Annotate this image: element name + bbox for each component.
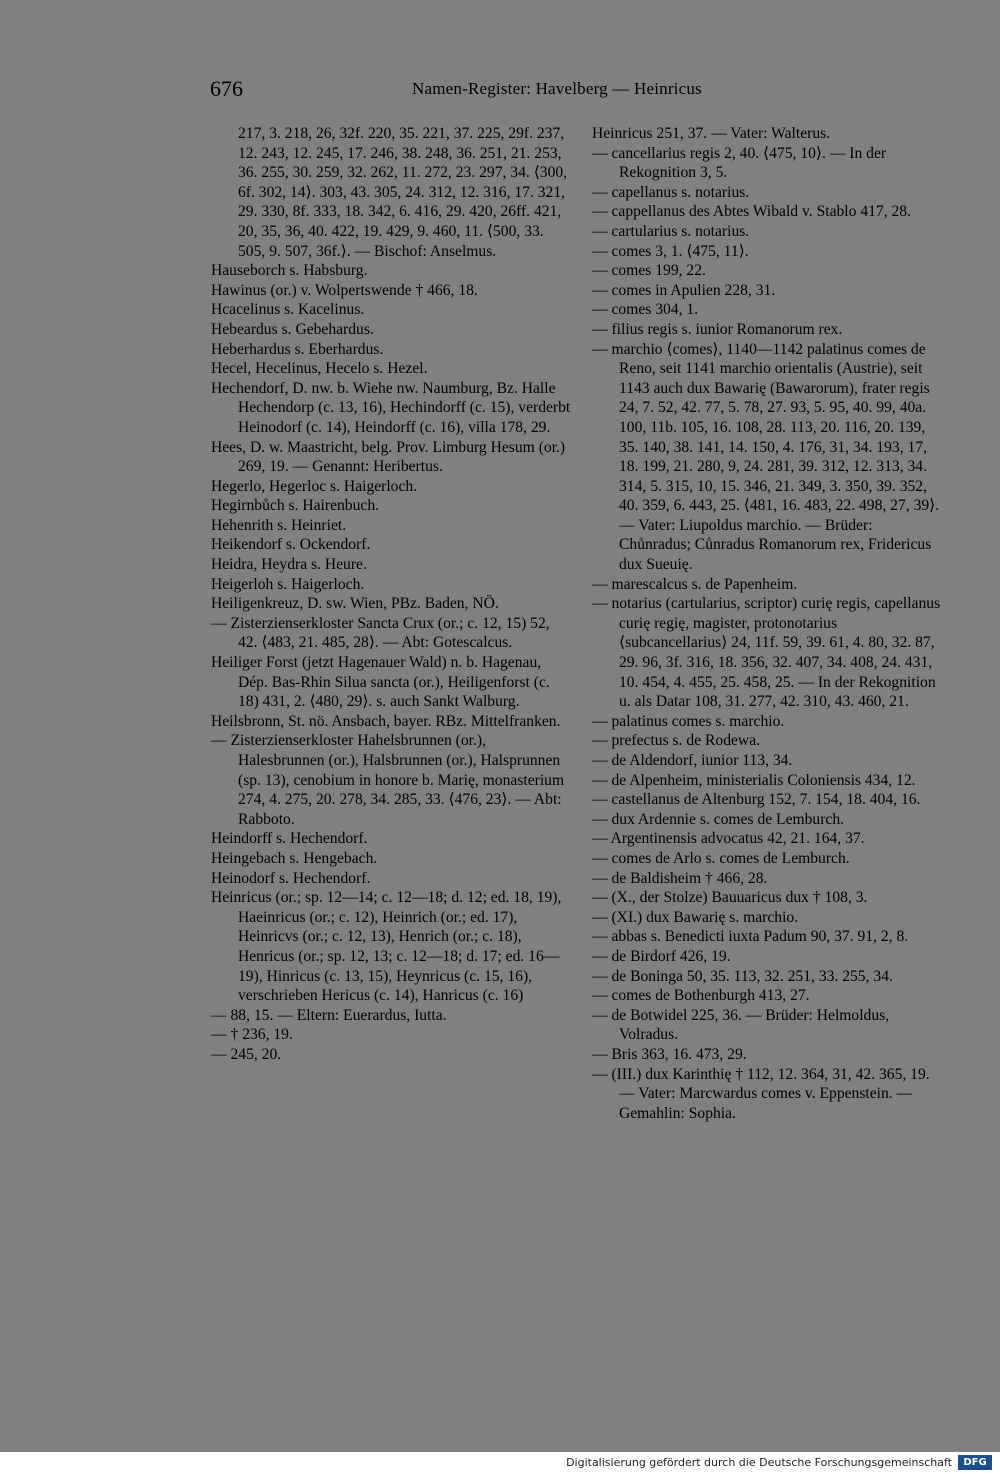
index-entry: — comes de Arlo s. comes de Lemburch. — [592, 849, 850, 867]
index-entry: — 245, 20. — [211, 1045, 282, 1063]
index-entry: Hawinus (or.) v. Wolpertswende † 466, 18. — [211, 281, 478, 299]
index-entry: — cappellanus des Abtes Wibald v. Stablo 417, 28. — [592, 203, 912, 221]
right-column — [592, 124, 948, 1123]
index-entry: — filius regis s. iunior Romanorum rex. — [592, 320, 843, 338]
index-entry: Hees, D. w. Maastricht, belg. Prov. Limburg Hesum (or.) 269, 19. — Genannt: Heribertus. — [211, 438, 566, 476]
index-entry: — palatinus comes s. marchio. — [592, 712, 785, 730]
index-entry: — Zisterzienserkloster Hahelsbrunnen (or.), Halesbrunnen (or.), Halsbrunnen (or.), Halsprunnen (sp. 13), cenobium in honore b. Marię, monasterium 274, 4. 275, 20. 278, 34. 285, 33. ⟨476, 23⟩. — Abt: Rabboto. — [211, 732, 565, 828]
index-entry: Heiliger Forst (jetzt Hagenauer Wald) n. b. Hagenau, Dép. Bas-Rhin Silua sancta (or.), Heiligenforst (c. 18) 431, 2. ⟨480, 29⟩. s. auch Sankt Walburg. — [211, 654, 550, 711]
index-entry: — (XI.) dux Bawarię s. marchio. — [592, 908, 799, 926]
index-entry: Hauseborch s. Habsburg. — [211, 262, 368, 280]
index-entry: — comes in Apulien 228, 31. — [592, 281, 776, 299]
index-entry: — de Botwidel 225, 36. — Brüder: Helmoldus, Volradus. — [592, 1006, 890, 1044]
index-entry: — marescalcus s. de Papenheim. — [592, 575, 798, 593]
index-entry: Heberhardus s. Eberhardus. — [211, 340, 384, 358]
index-entry: — de Boninga 50, 35. 113, 32. 251, 33. 255, 34. — [592, 967, 893, 985]
index-entry: Heinodorf s. Hechendorf. — [211, 869, 371, 887]
index-entry: — de Aldendorf, iunior 113, 34. — [592, 752, 793, 769]
index-entry: — comes 304, 1. — [592, 301, 699, 319]
index-entry: — 88, 15. — Eltern: Euerardus, Iutta. — [211, 1006, 447, 1024]
index-entry: Heiligenkreuz, D. sw. Wien, PBz. Baden, NÖ. — [211, 595, 499, 613]
dfg-logo: DFG — [958, 1455, 992, 1470]
index-entry: — (III.) dux Karinthię † 112, 12. 364, 31, 42. 365, 19. — Vater: Marcwardus comes v. Eppenstein. — Gemahlin: Sophia. — [592, 1065, 930, 1122]
index-entry: — notarius (cartularius, scriptor) curię regis, capellanus curię regię, magister, protonotarius ⟨subcancellarius⟩ 24, 11f. 59, 39. 61, 4. 80, 32. 87, 29. 96, 3f. 316, 18. 356, 32. 407, 34. 408, 24. 431, 10. 454, 4. 455, 25. 458, 25. — In der Rekognition u. als Datar 108, 31. 277, 42. 310, 43. 460, 21. — [592, 595, 941, 711]
index-entry: — Argentinensis advocatus 42, 21. 164, 37. — [592, 830, 865, 848]
index-entry: — † 236, 19. — [211, 1026, 293, 1044]
index-entry: Hcacelinus s. Kacelinus. — [211, 301, 365, 319]
index-entry: Hebeardus s. Gebehardus. — [211, 320, 374, 338]
index-entry: — de Birdorf 426, 19. — [592, 947, 731, 965]
index-entry: Hehenrith s. Heinriet. — [211, 516, 347, 534]
index-entry: — capellanus s. notarius. — [592, 183, 750, 201]
index-entry: Heinricus 251, 37. — Vater: Walterus. — [592, 125, 831, 142]
index-entry: Heigerloh s. Haigerloch. — [211, 575, 365, 593]
index-entry: — cartularius s. notarius. — [592, 222, 750, 240]
footer-credit: Digitalisierung gefördert durch die Deutsche Forschungsgemeinschaft — [566, 1456, 952, 1469]
index-entry: Hegerlo, Hegerloc s. Haigerloch. — [211, 477, 418, 495]
index-entry: — prefectus s. de Rodewa. — [592, 732, 761, 750]
index-entry: Heindorff s. Hechendorf. — [211, 830, 368, 848]
index-entry: Hegirnbůch s. Hairenbuch. — [211, 497, 380, 515]
index-entry: Heidra, Heydra s. Heure. — [211, 556, 367, 574]
index-entry: — de Baldisheim † 466, 28. — [592, 869, 768, 887]
index-entry: — abbas s. Benedicti iuxta Padum 90, 37. 91, 2, 8. — [592, 928, 909, 946]
index-entry: — de Alpenheim, ministerialis Coloniensis 434, 12. — [592, 771, 916, 789]
index-entry: Heikendorf s. Ockendorf. — [211, 536, 371, 554]
index-entry: Heilsbronn, St. nö. Ansbach, bayer. RBz. Mittelfranken. — [211, 712, 561, 730]
index-entry: — Zisterzienserkloster Sancta Crux (or.; c. 12, 15) 52, 42. ⟨483, 21. 485, 28⟩. — Abt: Gotescalcus. — [211, 614, 550, 652]
index-entry: Hechendorf, D. nw. b. Wiehe nw. Naumburg, Bz. Halle Hechendorp (c. 13, 16), Hechindorff (c. 15), verderbt Heinodorf (c. 14), Heindorff (c. 16), villa 178, 29. — [211, 379, 571, 436]
footer-bar — [0, 1452, 1000, 1475]
index-entry: — (X., der Stolze) Bauuaricus dux † 108, 3. — [592, 889, 868, 907]
index-entry: — comes de Bothenburgh 413, 27. — [592, 987, 810, 1005]
index-entry: Hecel, Hecelinus, Hecelo s. Hezel. — [211, 360, 428, 378]
left-column — [211, 124, 571, 1065]
index-entry: — castellanus de Altenburg 152, 7. 154, 18. 404, 16. — [592, 791, 921, 809]
page-number: 676 — [210, 76, 243, 101]
index-entry: Heingebach s. Hengebach. — [211, 849, 378, 867]
index-entry: — comes 199, 22. — [592, 262, 706, 280]
index-entry: Heinricus (or.; sp. 12—14; c. 12—18; d. 12; ed. 18, 19), Haeinricus (or.; c. 12), Heinrich (or.; ed. 17), Heinricvs (or.; c. 12, 13), Henrich (or.; c. 18), Henricus (or.; sp. 12, 13; c. 12—18; d. 17; ed. 16—19), Hinricus (c. 13, 15), Heynricus (c. 15, 16), verschrieben Hericus (c. 14), Hanricus (c. 16) — [211, 889, 562, 1005]
index-entry: — cancellarius regis 2, 40. ⟨475, 10⟩. — In der Rekognition 3, 5. — [592, 144, 887, 182]
index-entry: — comes 3, 1. ⟨475, 11⟩. — [592, 242, 749, 260]
index-entry: — dux Ardennie s. comes de Lemburch. — [592, 810, 845, 828]
index-entry: — Bris 363, 16. 473, 29. — [592, 1045, 747, 1063]
index-entry: — marchio ⟨comes⟩, 1140—1142 palatinus comes de Reno, seit 1141 marchio orientalis (Austrie), seit 1143 auch dux Bawarię (Bawarorum), frater regis 24, 7. 52, 42. 77, 5. 78, 27. 93, 5. 95, 40. 99, 40a. 100, 11b. 105, 16. 108, 28. 113, 20. 116, 20. 139, 35. 140, 38. 141, 14. 150, 4. 176, 31, 34. 193, 17, 18. 199, 21. 280, 9, 24. 281, 39. 312, 12. 313, 34. 314, 5. 315, 10, 15. 346, 21. 349, 3. 350, 39. 352, 40. 359, 6. 443, 25. ⟨481, 16. 483, 22. 498, 27, 39⟩. — Vater: Liupoldus marchio. — Brüder: Chůnradus; Cůnradus Romanorum rex, Fridericus dux Sueuię. — [592, 340, 940, 574]
index-entry: 217, 3. 218, 26, 32f. 220, 35. 221, 37. 225, 29f. 237, 12. 243, 12. 245, 17. 246, 38. 248, 36. 251, 21. 253, 36. 255, 30. 259, 32. 262, 11. 272, 23. 297, 34. ⟨300, 6f. 302, 14⟩. 303, 43. 305, 24. 312, 12. 316, 17. 321, 29. 330, 8f. 333, 18. 342, 6. 416, 29. 420, 26ff. 421, 20, 35, 36, 40. 422, 19. 429, 9. 460, 11. ⟨500, 33. 505, 9. 507, 36f.⟩. — Bischof: Anselmus. — [238, 125, 568, 260]
running-head: Namen-Register: Havelberg — Heinricus — [412, 79, 702, 98]
